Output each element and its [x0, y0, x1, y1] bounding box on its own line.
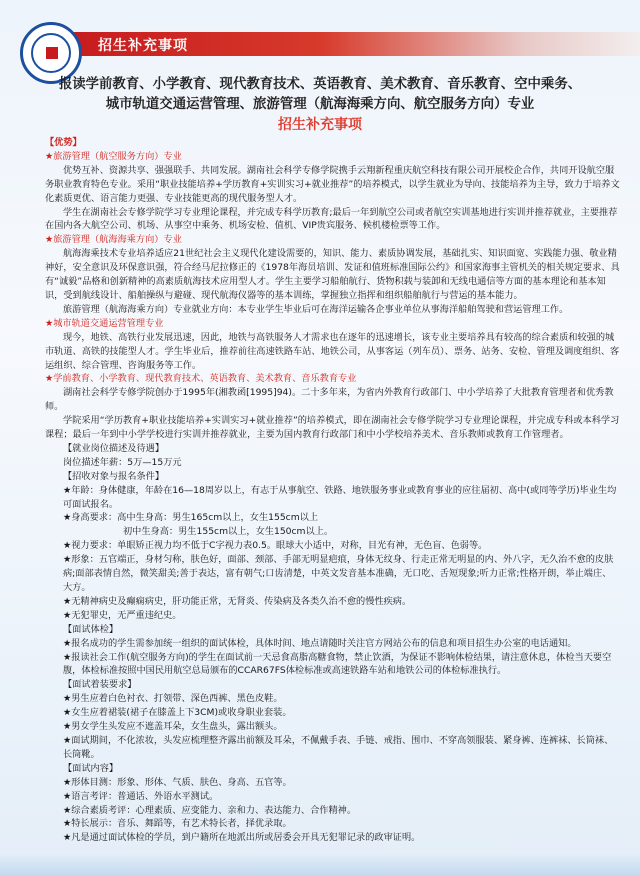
content-item-3: ★综合素质考评：心理素质、应变能力、亲和力、表达能力、合作精神。: [63, 804, 357, 816]
s3-title: ★城市轨道交通运营管理专业: [45, 317, 164, 329]
s2-title: ★旅游管理（航海海乘方向）专业: [45, 234, 182, 246]
content-item-4: ★特长展示：音乐、舞蹈等，有艺术特长者，择优录取。: [63, 818, 292, 830]
enrollment-box-label: 【招收对象与报名条件】: [63, 470, 165, 482]
vision-requirement: ★视力要求：单眼矫正视力均不低于C字视力表0.5。眼球大小适中，对称，目光有神，无色盲、色弱等。: [63, 540, 488, 552]
s2-paragraph-1: 航海海乘技术专业培养适应21世纪社会主义现代化建设需要的，知识、能力、素质协调发展，基础扎实、知识面宽、实践能力强、敬业精神好，安全意识及环保意识强，符合经马尼拉修正的《1978年海员培训、发证和值班标准国际公约》和国家海事主管机关的相关规定要求、具有“诚毅”品格和创新精神的高素质航海技术应用型人才。学生主要学习船舶航行、货物积载与装卸和无线电通信等方面的基本理论和基本知识，受到航线设计、船舶操纵与避碰、现代航海仪器等的基本训练，掌握独立指挥和组织船舶航行与营运的基本能力。: [45, 248, 620, 301]
interview-item-1: ★报名成功的学生需参加统一组织的面试体检，具体时间、地点请随时关注官方网站公布的信息和项目招生办公室的电话通知。: [63, 637, 577, 649]
appearance-requirement: ★形象：五官端正，身材匀称，肤色好，面部、颈部、手部无明显疤痕，身体无纹身、行走正常无明显的内、外八字，无久治不愈的皮肤病;面部表情自然，微笑甜美;善于表达，富有朝气;口齿清楚，中英文发音基本准确，无口吃、舌短现象;听力正常;性格开朗，举止端庄、大方。: [63, 554, 614, 593]
section-advantage: 【优势】: [45, 137, 82, 148]
content-box-label: 【面试内容】: [63, 762, 119, 774]
content-item-2: ★语言考评：普通话、外语水平测试。: [63, 790, 219, 802]
logo-emblem: [46, 47, 58, 59]
s3-paragraph-1: 现今，地铁、高铁行业发展迅速，因此，地铁与高铁服务人才需求也在逐年的迅速增长，该专业主要培养具有较高的综合素质和较强的城市轨道、高铁的技能型人才。学生毕业后，推荐前往高速铁路车站、地铁公司，从事客运（列车员）、票务、站务、安检、管理及调度组织、客运组织、综合管理、咨询服务等工作。: [45, 331, 620, 371]
header-line-2: 城市轨道交通运营管理、旅游管理（航海海乘方向、航空服务方向）专业: [105, 97, 535, 112]
height-requirement-1: ★身高要求：高中生身高：男生165cm以上，女生155cm以上: [63, 512, 319, 524]
document-body: [45, 136, 620, 845]
banner: [0, 0, 640, 78]
s1-title: ★旅游管理（航空服务方向）专业: [45, 150, 182, 162]
logo-ring: [31, 33, 71, 73]
s4-paragraph-1: 湖南社会科学专修学院创办于1995年(湘教函[1995]94)。二十多年来，为省内外教育行政部门、中小学培养了大批教育管理者和优秀教师。: [45, 387, 614, 413]
s4-paragraph-2: 学院采用“学历教育+职业技能培养+实训实习+就业推荐”的培养模式，即在湖南社会专修学院学习专业理论课程，并完成专科或本科学习课程；最后一年到中小学学校进行实训并推荐就业，主要为国内教育行政部门和中小学校培养美术、音乐教师或教育工作管理者。: [45, 415, 620, 441]
dress-item-4: ★面试期间，不化浓妆，头发应梳理整齐露出前额及耳朵，不佩戴手表、手链、戒指、围巾、不穿高领服装、紧身裤、连裤袜、长筒袜、长筒靴。: [63, 734, 614, 760]
s1-paragraph-2: 学生在湖南社会专修学院学习专业理论课程，并完成专科学历教育;最后一年到航空公司或者航空实训基地进行实训并推荐就业，主要推荐在国内各大航空公司、机场、从事空中乘务、机场安检、值机、VIP贵宾服务、候机楼检票等工作。: [45, 206, 618, 232]
dress-item-1: ★男生应着白色衬衣、打领带、深色西裤、黑色皮鞋。: [63, 693, 283, 705]
page-subtitle: 招生补充事项: [278, 117, 362, 133]
s4-title: ★学前教育、小学教育、现代教育技术、英语教育、美术教育、音乐教育专业: [45, 373, 357, 385]
dress-item-3: ★男女学生头发应不遮盖耳朵，女生盘头，露出额头。: [63, 721, 283, 733]
bottom-fade: [0, 853, 640, 875]
age-requirement: ★年龄：身体健康，年龄在16—18周岁以上，有志于从事航空、铁路、地铁服务事业或教育事业的应往届初、高中(或同等学历)毕业生均可面试报名。: [63, 484, 617, 510]
content-item-1: ★形体目测：形象、形体、气质、肤色、身高、五官等。: [63, 776, 292, 788]
content-item-5: ★凡是通过面试体检的学员，到户籍所在地派出所或居委会开具无犯罪记录的政审证明。: [63, 832, 421, 844]
s1-paragraph-1: 优势互补、资源共享、强强联手、共同发展。湖南社会科学专修学院携手云翔新程重庆航空科技有限公司开展校企合作，共同开设航空服务职业教育特色专业。采用“职业技能培养+学历教育+实训实习+就业推荐”的培养模式，以学生就业为导向、技能培养为主导，致力于培养文化素质更优、语言能力更强、专业技能更高的现代服务型人才。: [45, 164, 620, 204]
record-requirement: ★无犯罪史，无严重违纪史。: [63, 609, 182, 621]
height-requirement-2: 初中生身高：男生155cm以上，女生150cm以上。: [123, 526, 334, 538]
dress-box-label: 【面试着装要求】: [63, 679, 137, 691]
job-box-label: 【就业岗位描述及待遇】: [63, 442, 165, 454]
health-requirement: ★无精神病史及癫痫病史，肝功能正常，无肾炎、传染病及各类久治不愈的慢性疾病。: [63, 595, 412, 607]
banner-title: 招生补充事项: [98, 38, 188, 54]
interview-box-label: 【面试体检】: [63, 623, 119, 635]
s2-paragraph-2: 旅游管理（航海海乘方向）专业就业方向：本专业学生毕业后可在海洋运输各企事业单位从事海洋船舶驾驶和营运管理工作。: [63, 303, 569, 315]
dress-item-2: ★女生应着裙装(裙子在膝盖上下3CM)或收身职业套装。: [63, 707, 292, 719]
interview-item-2: ★报读社会工作(航空服务方向)的学生在面试前一天忌食高脂高糖食物，禁止饮酒，为保证不影响体检结果，请注意休息，体检当天要空腹，体检标准按照中国民用航空总局颁布的CCAR67FS体检标准或高速铁路车站和地铁公司的体检标准执行。: [63, 651, 612, 677]
job-pay: 岗位描述年薪：5万—15万元: [63, 456, 182, 468]
header-line-1: 报读学前教育、小学教育、现代教育技术、英语教育、美术教育、音乐教育、空中乘务、: [58, 77, 582, 92]
